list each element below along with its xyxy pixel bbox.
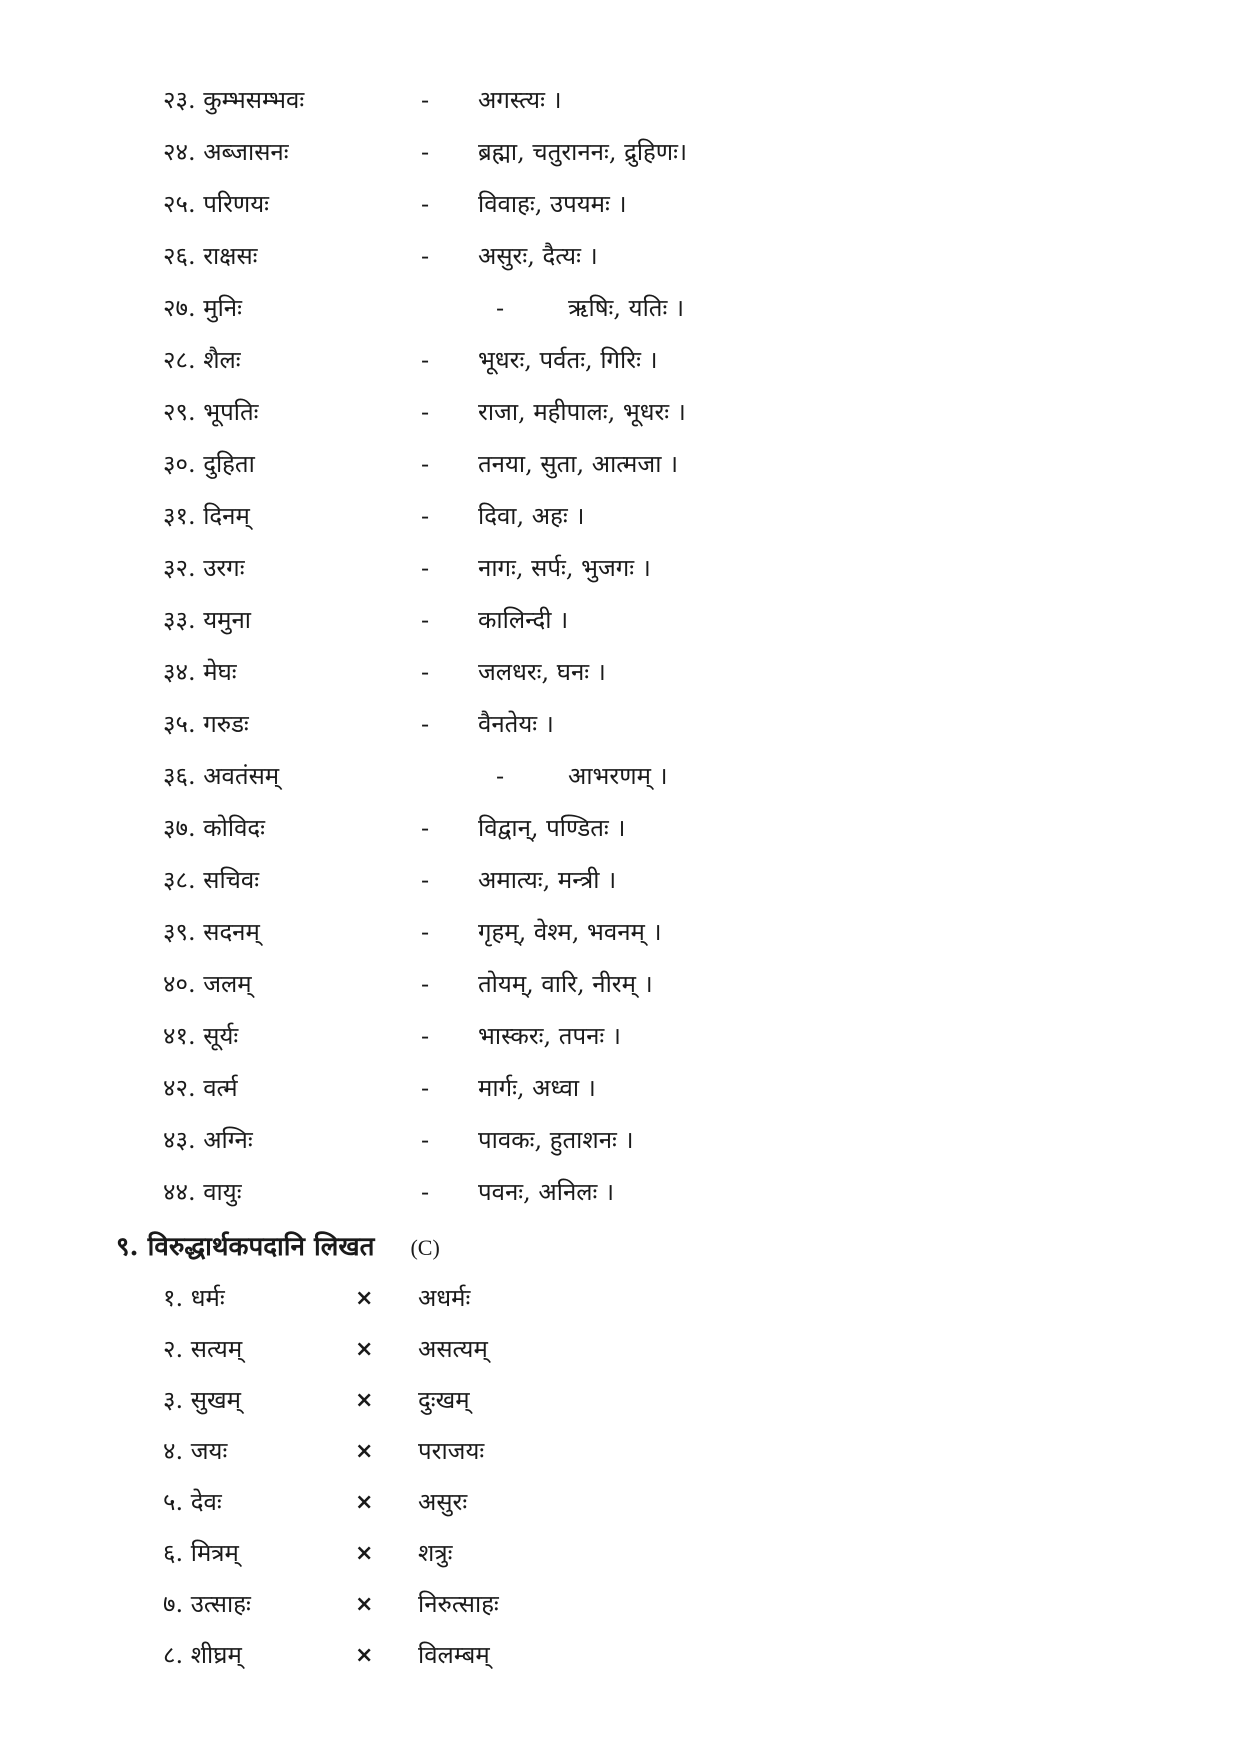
synonym-row (0, 698, 1241, 750)
synonym-word: २६. राक्षसः (163, 242, 258, 270)
antonym-row (0, 1426, 1241, 1477)
antonym-row (0, 1630, 1241, 1681)
synonym-dash: - (421, 658, 430, 686)
cross-icon: × (355, 1286, 374, 1311)
synonym-dash: - (421, 710, 430, 738)
synonym-list (0, 74, 1241, 1218)
antonym-row (0, 1273, 1241, 1324)
antonym-row (0, 1375, 1241, 1426)
synonym-word: ३४. मेघः (163, 658, 237, 686)
section-heading (116, 1221, 440, 1273)
synonym-dash: - (421, 450, 430, 478)
cross-icon: × (355, 1388, 374, 1413)
synonym-dash: - (421, 814, 430, 842)
synonym-meaning: अगस्त्यः । (478, 86, 562, 114)
synonym-row (0, 282, 1241, 334)
synonym-dash: - (421, 242, 430, 270)
synonym-row (0, 854, 1241, 906)
synonym-word: ३१. दिनम् (163, 502, 250, 530)
cross-icon: × (355, 1439, 374, 1464)
antonym-row (0, 1528, 1241, 1579)
synonym-row (0, 750, 1241, 802)
antonym-word: ३. सुखम् (163, 1386, 241, 1414)
synonym-word: ४०. जलम् (163, 970, 252, 998)
synonym-row (0, 178, 1241, 230)
antonym-word: ६. मित्रम् (163, 1539, 239, 1567)
synonym-word: ४१. सूर्यः (163, 1022, 239, 1050)
synonym-meaning: मार्गः, अध्वा । (478, 1074, 596, 1102)
section-title: ९. विरुद्धार्थकपदानि लिखत (116, 1232, 375, 1262)
antonym-opposite: निरुत्साहः (418, 1590, 499, 1618)
synonym-word: २३. कुम्भसम्भवः (163, 86, 305, 114)
antonym-word: २. सत्यम् (163, 1335, 243, 1363)
synonym-dash: - (496, 294, 505, 322)
cross-icon: × (355, 1592, 374, 1617)
synonym-dash: - (421, 190, 430, 218)
synonym-row (0, 74, 1241, 126)
synonym-dash: - (421, 970, 430, 998)
synonym-row (0, 646, 1241, 698)
synonym-word: २८. शैलः (163, 346, 241, 374)
antonym-opposite: असत्यम् (418, 1335, 488, 1363)
synonym-meaning: असुरः, दैत्यः । (478, 242, 598, 270)
cross-icon: × (355, 1643, 374, 1668)
synonym-row (0, 906, 1241, 958)
antonym-word: १. धर्मः (163, 1284, 225, 1312)
synonym-meaning: कालिन्दी । (478, 606, 569, 634)
synonym-meaning: भूधरः, पर्वतः, गिरिः । (478, 346, 658, 374)
antonym-word: ५. देवः (163, 1488, 222, 1516)
synonym-dash: - (421, 86, 430, 114)
synonym-row (0, 542, 1241, 594)
synonym-word: ३९. सदनम् (163, 918, 260, 946)
synonym-dash: - (421, 554, 430, 582)
synonym-meaning: आभरणम् । (568, 762, 668, 790)
synonym-word: २९. भूपतिः (163, 398, 259, 426)
synonym-word: ३८. सचिवः (163, 866, 260, 894)
synonym-word: ३६. अवतंसम् (163, 762, 280, 790)
synonym-dash: - (421, 1178, 430, 1206)
synonym-meaning: दिवा, अहः । (478, 502, 585, 530)
synonym-row (0, 1062, 1241, 1114)
synonym-row (0, 1114, 1241, 1166)
synonym-meaning: विवाहः, उपयमः । (478, 190, 627, 218)
antonym-row (0, 1579, 1241, 1630)
synonym-row (0, 438, 1241, 490)
synonym-dash: - (421, 606, 430, 634)
synonym-row (0, 334, 1241, 386)
antonym-word: ४. जयः (163, 1437, 228, 1465)
grade-label: (C) (410, 1235, 440, 1260)
synonym-meaning: गृहम्, वेश्म, भवनम् । (478, 918, 662, 946)
synonym-row (0, 958, 1241, 1010)
synonym-meaning: तोयम्, वारि, नीरम् । (478, 970, 653, 998)
synonym-dash: - (496, 762, 505, 790)
synonym-word: ३३. यमुना (163, 606, 252, 634)
synonym-dash: - (421, 1074, 430, 1102)
synonym-meaning: ब्रह्मा, चतुराननः, द्रुहिणः। (478, 138, 688, 166)
synonym-meaning: तनया, सुता, आत्मजा । (478, 450, 679, 478)
synonym-meaning: पवनः, अनिलः । (478, 1178, 615, 1206)
antonym-opposite: असुरः (418, 1488, 468, 1516)
synonym-meaning: विद्वान्, पण्डितः । (478, 814, 626, 842)
synonym-meaning: भास्करः, तपनः । (478, 1022, 621, 1050)
synonym-row (0, 1010, 1241, 1062)
synonym-dash: - (421, 918, 430, 946)
antonym-row (0, 1324, 1241, 1375)
antonym-opposite: अधर्मः (418, 1284, 471, 1312)
synonym-meaning: नागः, सर्पः, भुजगः । (478, 554, 651, 582)
synonym-row (0, 594, 1241, 646)
antonym-word: ७. उत्साहः (163, 1590, 251, 1618)
synonym-dash: - (421, 1126, 430, 1154)
synonym-row (0, 802, 1241, 854)
antonym-word: ८. शीघ्रम् (163, 1641, 242, 1669)
antonym-list (0, 1273, 1241, 1681)
synonym-dash: - (421, 1022, 430, 1050)
synonym-row (0, 1166, 1241, 1218)
synonym-word: ४४. वायुः (163, 1178, 242, 1206)
synonym-meaning: वैनतेयः । (478, 710, 554, 738)
antonym-opposite: शत्रुः (418, 1539, 453, 1567)
synonym-dash: - (421, 866, 430, 894)
synonym-word: ४२. वर्त्म (163, 1074, 238, 1102)
antonym-opposite: विलम्बम् (418, 1641, 490, 1669)
synonym-meaning: अमात्यः, मन्त्री । (478, 866, 617, 894)
synonym-meaning: ऋषिः, यतिः । (568, 294, 685, 322)
antonym-row (0, 1477, 1241, 1528)
synonym-row (0, 386, 1241, 438)
synonym-word: ३७. कोविदः (163, 814, 266, 842)
cross-icon: × (355, 1337, 374, 1362)
synonym-word: ४३. अग्निः (163, 1126, 253, 1154)
synonym-word: ३०. दुहिता (163, 450, 255, 478)
synonym-word: २४. अब्जासनः (163, 138, 289, 166)
synonym-word: ३२. उरगः (163, 554, 245, 582)
synonym-word: ३५. गरुडः (163, 710, 249, 738)
synonym-meaning: जलधरः, घनः । (478, 658, 606, 686)
synonym-dash: - (421, 398, 430, 426)
antonym-opposite: दुःखम् (418, 1386, 470, 1414)
antonym-opposite: पराजयः (418, 1437, 485, 1465)
synonym-dash: - (421, 346, 430, 374)
synonym-row (0, 126, 1241, 178)
synonym-row (0, 490, 1241, 542)
synonym-row (0, 230, 1241, 282)
synonym-meaning: राजा, महीपालः, भूधरः । (478, 398, 686, 426)
synonym-meaning: पावकः, हुताशनः । (478, 1126, 634, 1154)
synonym-dash: - (421, 138, 430, 166)
synonym-dash: - (421, 502, 430, 530)
synonym-word: २५. परिणयः (163, 190, 270, 218)
cross-icon: × (355, 1490, 374, 1515)
synonym-word: २७. मुनिः (163, 294, 242, 322)
cross-icon: × (355, 1541, 374, 1566)
